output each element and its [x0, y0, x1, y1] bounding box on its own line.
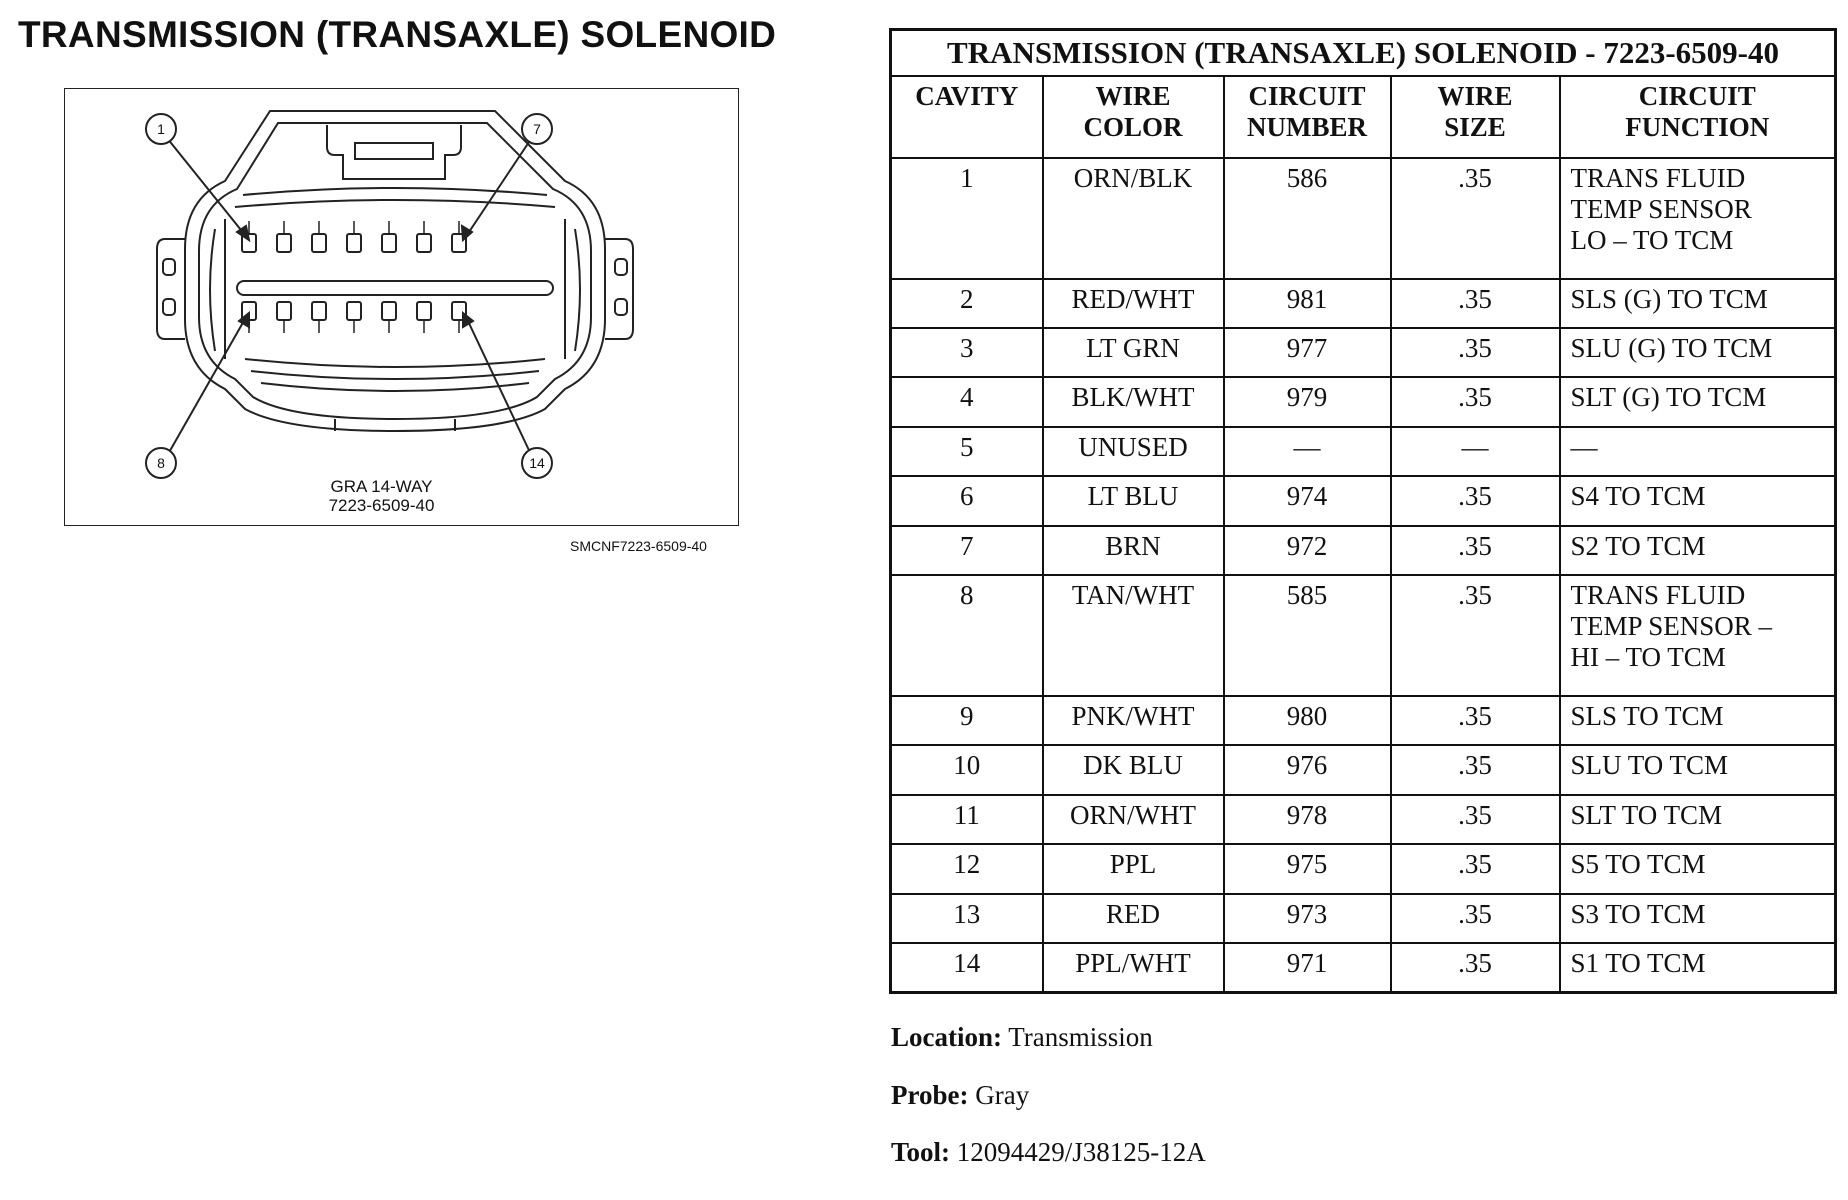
wire-color-cell: LT BLU — [1043, 476, 1224, 525]
circuit-number-cell: 977 — [1224, 328, 1391, 377]
circuit-function-cell: — — [1560, 427, 1836, 476]
page-title: TRANSMISSION (TRANSAXLE) SOLENOID — [18, 14, 777, 55]
table-row — [891, 795, 1836, 844]
circuit-function-cell: SLU (G) TO TCM — [1560, 328, 1836, 377]
cavity-cell: 13 — [891, 894, 1043, 943]
cavity-cell: 2 — [891, 279, 1043, 328]
wire-size-cell: .35 — [1391, 279, 1560, 328]
circuit-number-cell: 978 — [1224, 795, 1391, 844]
callout-7: 7 — [533, 121, 541, 137]
table-row — [891, 894, 1836, 943]
wire-size-cell: .35 — [1391, 328, 1560, 377]
table-row — [891, 158, 1836, 279]
probe-label: Probe: — [891, 1080, 969, 1110]
wire-size-cell: .35 — [1391, 377, 1560, 426]
table-row — [891, 575, 1836, 696]
cavity-cell: 14 — [891, 943, 1043, 992]
header-circuit-function: CIRCUIT FUNCTION — [1560, 76, 1836, 158]
cavity-cell: 3 — [891, 328, 1043, 377]
wire-size-cell: .35 — [1391, 745, 1560, 794]
wire-size-cell: .35 — [1391, 696, 1560, 745]
circuit-function-cell: TRANS FLUID TEMP SENSOR – HI – TO TCM — [1560, 575, 1836, 696]
probe-line — [891, 1080, 1029, 1111]
table-row — [891, 696, 1836, 745]
connector-drawing — [65, 89, 740, 527]
wire-color-cell: RED/WHT — [1043, 279, 1224, 328]
circuit-number-cell: — — [1224, 427, 1391, 476]
wire-color-cell: PNK/WHT — [1043, 696, 1224, 745]
pinout-table — [889, 28, 1837, 994]
circuit-number-cell: 974 — [1224, 476, 1391, 525]
table-row — [891, 526, 1836, 575]
table-row — [891, 476, 1836, 525]
wire-color-cell: ORN/BLK — [1043, 158, 1224, 279]
connector-diagram — [64, 88, 739, 526]
wire-size-cell: .35 — [1391, 526, 1560, 575]
circuit-number-cell: 971 — [1224, 943, 1391, 992]
callout-14: 14 — [529, 455, 545, 471]
circuit-function-cell: S2 TO TCM — [1560, 526, 1836, 575]
diagram-caption-part-number: 7223-6509-40 — [328, 496, 435, 515]
cavity-cell: 7 — [891, 526, 1043, 575]
table-row — [891, 745, 1836, 794]
cavity-cell: 6 — [891, 476, 1043, 525]
probe-value: Gray — [975, 1080, 1030, 1110]
wire-size-cell: .35 — [1391, 844, 1560, 893]
location-label: Location: — [891, 1022, 1002, 1052]
header-wire-color: WIRE COLOR — [1043, 76, 1224, 158]
location-line — [891, 1022, 1153, 1053]
wire-size-cell: .35 — [1391, 894, 1560, 943]
wire-size-cell: .35 — [1391, 158, 1560, 279]
tool-value: 12094429/J38125-12A — [956, 1137, 1206, 1167]
table-row — [891, 328, 1836, 377]
circuit-number-cell: 976 — [1224, 745, 1391, 794]
wire-size-cell: .35 — [1391, 795, 1560, 844]
table-row — [891, 427, 1836, 476]
wire-color-cell: ORN/WHT — [1043, 795, 1224, 844]
wire-size-cell: .35 — [1391, 575, 1560, 696]
header-circuit-number: CIRCUIT NUMBER — [1224, 76, 1391, 158]
cavity-cell: 9 — [891, 696, 1043, 745]
circuit-function-cell: S3 TO TCM — [1560, 894, 1836, 943]
cavity-cell: 11 — [891, 795, 1043, 844]
circuit-function-cell: SLS (G) TO TCM — [1560, 279, 1836, 328]
table-row — [891, 844, 1836, 893]
circuit-number-cell: 972 — [1224, 526, 1391, 575]
circuit-function-cell: SLT TO TCM — [1560, 795, 1836, 844]
table-body — [891, 158, 1836, 993]
wire-color-cell: TAN/WHT — [1043, 575, 1224, 696]
circuit-number-cell: 975 — [1224, 844, 1391, 893]
header-wire-size: WIRE SIZE — [1391, 76, 1560, 158]
table-row — [891, 279, 1836, 328]
circuit-number-cell: 973 — [1224, 894, 1391, 943]
tool-label: Tool: — [891, 1137, 951, 1167]
circuit-function-cell: SLT (G) TO TCM — [1560, 377, 1836, 426]
tool-line — [891, 1137, 1206, 1168]
header-cavity: CAVITY — [891, 76, 1043, 158]
cavity-cell: 1 — [891, 158, 1043, 279]
circuit-number-cell: 981 — [1224, 279, 1391, 328]
wire-size-cell: — — [1391, 427, 1560, 476]
circuit-function-cell: SLS TO TCM — [1560, 696, 1836, 745]
circuit-function-cell: TRANS FLUID TEMP SENSOR LO – TO TCM — [1560, 158, 1836, 279]
wire-color-cell: PPL/WHT — [1043, 943, 1224, 992]
circuit-number-cell: 979 — [1224, 377, 1391, 426]
diagram-caption-connector: GRA 14-WAY — [330, 477, 433, 496]
wire-color-cell: BRN — [1043, 526, 1224, 575]
wire-color-cell: DK BLU — [1043, 745, 1224, 794]
callout-1: 1 — [157, 121, 165, 137]
table-title: TRANSMISSION (TRANSAXLE) SOLENOID - 7223-6509-40 — [891, 30, 1836, 76]
wire-size-cell: .35 — [1391, 943, 1560, 992]
cavity-cell: 4 — [891, 377, 1043, 426]
cavity-cell: 10 — [891, 745, 1043, 794]
circuit-function-cell: S5 TO TCM — [1560, 844, 1836, 893]
location-value: Transmission — [1008, 1022, 1153, 1052]
callout-8: 8 — [157, 455, 165, 471]
circuit-number-cell: 586 — [1224, 158, 1391, 279]
table-header-row — [891, 76, 1836, 158]
wire-color-cell: UNUSED — [1043, 427, 1224, 476]
circuit-number-cell: 980 — [1224, 696, 1391, 745]
wire-color-cell: BLK/WHT — [1043, 377, 1224, 426]
cavity-cell: 12 — [891, 844, 1043, 893]
table-row — [891, 943, 1836, 992]
circuit-number-cell: 585 — [1224, 575, 1391, 696]
wire-color-cell: PPL — [1043, 844, 1224, 893]
table-row — [891, 377, 1836, 426]
cavity-cell: 8 — [891, 575, 1043, 696]
cavity-cell: 5 — [891, 427, 1043, 476]
wire-color-cell: LT GRN — [1043, 328, 1224, 377]
circuit-function-cell: S1 TO TCM — [1560, 943, 1836, 992]
circuit-function-cell: S4 TO TCM — [1560, 476, 1836, 525]
wire-size-cell: .35 — [1391, 476, 1560, 525]
diagram-code: SMCNF7223-6509-40 — [570, 538, 707, 554]
wire-color-cell: RED — [1043, 894, 1224, 943]
circuit-function-cell: SLU TO TCM — [1560, 745, 1836, 794]
